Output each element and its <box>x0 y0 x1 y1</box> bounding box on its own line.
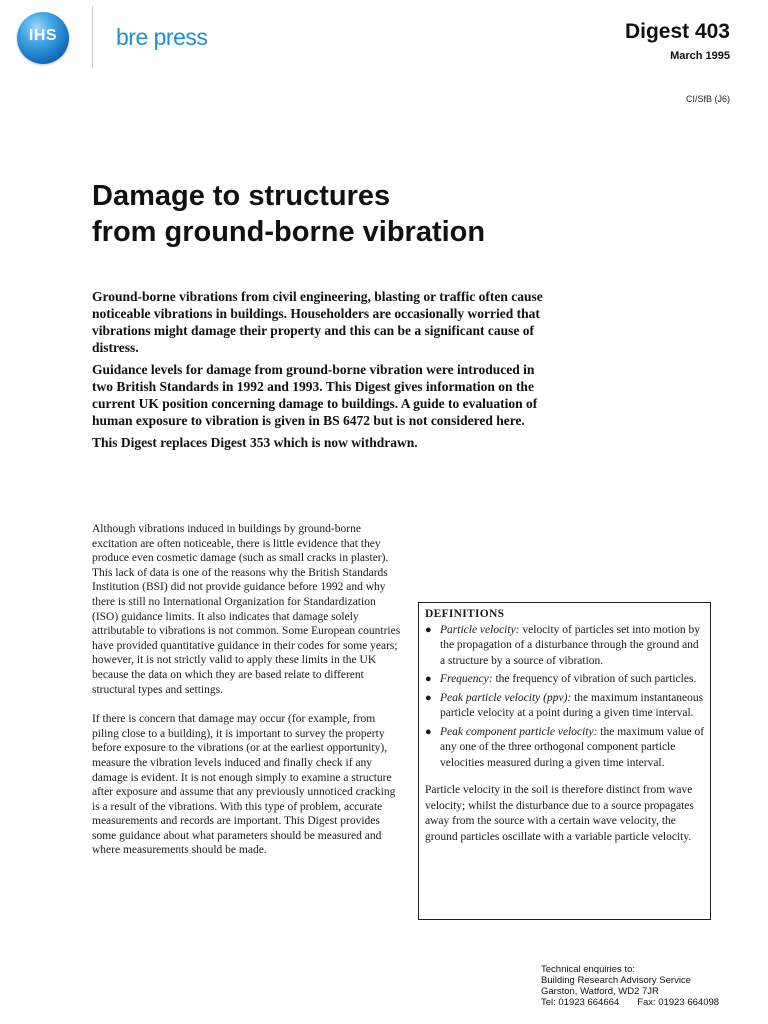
summary-paragraph: This Digest replaces Digest 353 which is now withdrawn. <box>92 435 418 450</box>
bullet-icon: ● <box>425 691 432 704</box>
digest-date: March 1995 <box>670 50 730 62</box>
bullet-icon: ● <box>425 623 432 636</box>
definitions-list <box>425 623 705 772</box>
definition-item <box>425 691 705 722</box>
enquiries-organisation: Building Research Advisory Service <box>541 975 691 986</box>
summary-paragraph: Ground-borne vibrations from civil engineering, blasting or traffic often cause noticeable vibrations in buildings. Householders are occasionally worried that vibrations might damage their property and this can be a significant cause of distress. <box>92 289 543 355</box>
definition-text: the maximum value of any one of the three orthogonal component particle velocities measured during a given time interval. <box>440 725 705 769</box>
bullet-icon: ● <box>425 725 432 738</box>
fax-number: Fax: 01923 664098 <box>637 997 720 1008</box>
telephone-number: Tel: 01923 664664 <box>541 997 620 1008</box>
definition-item <box>425 725 705 772</box>
body-text <box>92 522 404 873</box>
definition-item <box>425 623 705 670</box>
definition-term: Frequency: <box>440 673 493 685</box>
definition-item <box>425 672 705 688</box>
body-paragraph: Although vibrations induced in buildings by ground-borne excitation are often noticeable, there is little evidence that they produce even cosmetic damage (such as small cracks in plaster). This lack of data is one of the reasons why the British Standards Institution (BSI) did not provide guidance before 1992 and why there is still no International Organization for Standardization (ISO) guidance limits. It also indicates that damage solely attributable to vibrations is not common. Some European countries have provided quantitative guidance in their codes for some years; however, it is not strictly valid to apply these limits in the UK because the data on which they are based relate to different structural types and settings. <box>92 523 401 696</box>
definition-term: Peak component particle velocity: <box>440 725 598 738</box>
definitions-box <box>418 602 711 920</box>
definitions-heading: DEFINITIONS <box>425 608 505 620</box>
digest-number: Digest 403 <box>624 20 730 43</box>
enquiries-address: Garston, Watford, WD2 7JR <box>541 986 659 997</box>
definition-term: Peak particle velocity (ppv): <box>440 691 572 704</box>
summary-paragraph: Guidance levels for damage from ground-borne vibration were introduced in two British Standards in 1992 and 1993. This Digest gives information on the current UK position concerning damage to buildings. A guide to evaluation of human exposure to vibration is given in BS 6472 but is not considered here. <box>92 362 538 428</box>
title-line-2: from ground-borne vibration <box>92 216 486 248</box>
body-paragraph: If there is concern that damage may occur (for example, from piling close to a building), it is important to survey the property before exposure to the vibrations (or at the earliest opportunity), measure the vibration levels induced and finally check if any damage is evident. It is not enough simply to examine a structure after exposure and assume that any previously unnoticed cracking is a result of the vibrations. With this type of problem, accurate measurements and records are important. This Digest provides some guidance about what parameters should be measured and where measurements should be made. <box>92 713 396 857</box>
enquiries-heading: Technical enquiries to: <box>541 964 635 975</box>
definition-term: Particle velocity: <box>440 623 520 636</box>
cisfb-code: CI/SfB (J6) <box>685 94 730 104</box>
title-line-1: Damage to structures <box>92 180 391 212</box>
definition-text: the frequency of vibration of such particles. <box>492 673 697 685</box>
definition-text: the maximum instantaneous particle velocity at a point during a given time interval. <box>440 691 704 719</box>
enquiries-contact <box>541 997 751 1008</box>
ihs-logo-text: IHS <box>28 27 58 44</box>
definition-text: velocity of particles set into motion by the propagation of a disturbance through the ground and a structure by a source of vibration. <box>440 623 700 667</box>
summary <box>92 288 556 456</box>
technical-enquiries <box>541 964 751 1008</box>
bre-press-logo: bre press <box>116 24 208 50</box>
definitions-note: Particle velocity in the soil is therefore distinct from wave velocity; whilst the disturbance due to a source propagates away from the source with a certain wave velocity, the ground particles oscillate with a variable particle velocity. <box>425 784 694 843</box>
ihs-logo <box>17 12 69 64</box>
bullet-icon: ● <box>425 673 432 685</box>
page-title <box>92 178 485 250</box>
logo-divider <box>92 6 93 68</box>
